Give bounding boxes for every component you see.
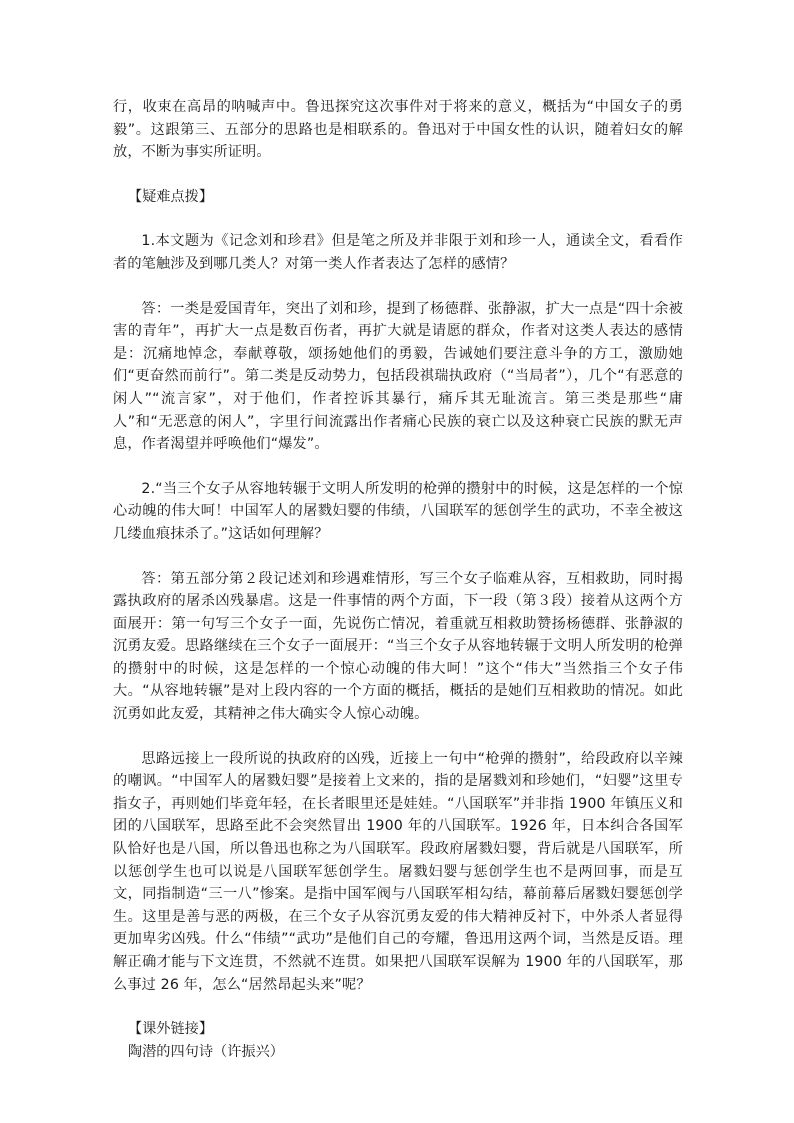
spacer bbox=[113, 276, 683, 298]
spacer bbox=[113, 164, 683, 186]
paragraph-intro: 行，收束在高昂的呐喊声中。鲁迅探究这次事件对于将来的意义，概括为“中国女子的勇毅”。这跟第三、五部分的思路也是相联系的。鲁迅对于中国女性的认识，随着妇女的解放，不断为事实所证明。 bbox=[113, 99, 683, 161]
spacer bbox=[113, 996, 683, 1018]
question-2: 2.“当三个女子从容地转辗于文明人所发明的枪弹的攒射中的时候，这是怎样的一个惊心动魄的伟大呵！中国军人的屠戮妇婴的伟绩，八国联军的惩创学生的武功，不幸全被这几缕血痕抹杀了。”这话如何理解？ bbox=[113, 480, 683, 542]
spacer bbox=[113, 208, 683, 230]
answer-1: 答：一类是爱国青年，突出了刘和珍，提到了杨德群、张静淑，扩大一点是“四十余被害的青年”，再扩大一点是数百伤者，再扩大就是请愿的群众，作者对这类人表达的感情是：沉痛地悼念，奉献尊敬，颂扬她他们的勇毅，告诫她们要注意斗争的方工，激励她们“更奋然而前行”。第二类是反动势力，包括段祺瑞执政府（“当局者”），几个“有恶意的闲人”“流言家”，对于他们，作者控诉其暴行，痛斥其无耻流言。第三类是那些“庸人”和“无恶意的闲人”，字里行间流露出作者痛心民族的衰亡以及这种衰亡民族的默无声息，作者渴望并呼唤他们“爆发”。 bbox=[113, 300, 683, 453]
answer-2-continued: 思路远接上一段所说的执政府的凶残，近接上一句中“枪弹的攒射”，给段政府以辛辣的嘲讽。“中国军人的屠戮妇婴”是接着上文来的，指的是屠戮刘和珍她们，“妇婴”这里专指女子，再则她们毕竟年轻，在长者眼里还是娃娃。“八国联军”并非指 1900 年镇压义和团的八国联军，思路至此不会突然冒出 1900 年的八国联军。1926 年，日本纠合各国军队恰好也是八国，所以鲁迅也称之为八国联军。段政府屠戮妇婴，背后就是八国联军，所以惩创学生也可以说是八国联军惩创学生。屠戮妇婴与惩创学生也不是两回事，而是互文，同指制造“三一八”惨案。是指中国军阀与八国联军相勾结，幕前幕后屠戮妇婴惩创学生。这里是善与恶的两极，在三个女子从容沉勇友爱的伟大精神反衬下，中外杀人者显得更加卑劣凶残。什么“伟绩”“武功”是他们自己的夸耀，鲁迅用这两个词，当然是反语。理解正确才能与下文连贯，不然就不连贯。如果把八国联军误解为 1900 年的八国联军，那么事过 26 年，怎么“居然昂起头来”呢？ bbox=[113, 750, 683, 993]
document-page bbox=[113, 96, 683, 1063]
section-heading-difficulty: 【疑难点拨】 bbox=[127, 188, 214, 205]
spacer bbox=[113, 726, 683, 748]
answer-2: 答：第五部分第２段记述刘和珍遇难情形，写三个女子临难从容，互相救助，同时揭露执政府的屠杀凶残暴虐。这是一件事情的两个方面，下一段（第３段）接着从这两个方面展开：第一句写三个女子一面，先说伤亡情况，着重就互相救助赞扬杨德群、张静淑的沉勇友爱。思路继续在三个女子一面展开：“当三个女子从容地转辗于文明人所发明的枪弹的攒射中的时候，这是怎样的一个惊心动魄的伟大呵！”这个“伟大”当然指三个女子伟大。“从容地转辗”是对上段内容的一个方面的概括，概括的是她们互相救助的情况。如此沉勇如此友爱，其精神之伟大确实令人惊心动魄。 bbox=[113, 570, 683, 723]
question-1: 1.本文题为《记念刘和珍君》但是笔之所及并非限于刘和珍一人，通读全文，看看作者的笔触涉及到哪几类人？对第一类人作者表达了怎样的感情？ bbox=[113, 233, 683, 272]
spacer bbox=[113, 456, 683, 478]
link-title: 陶潜的四句诗（许振兴） bbox=[127, 1043, 284, 1060]
section-heading-extra-links: 【课外链接】 bbox=[127, 1021, 214, 1038]
spacer bbox=[113, 546, 683, 568]
